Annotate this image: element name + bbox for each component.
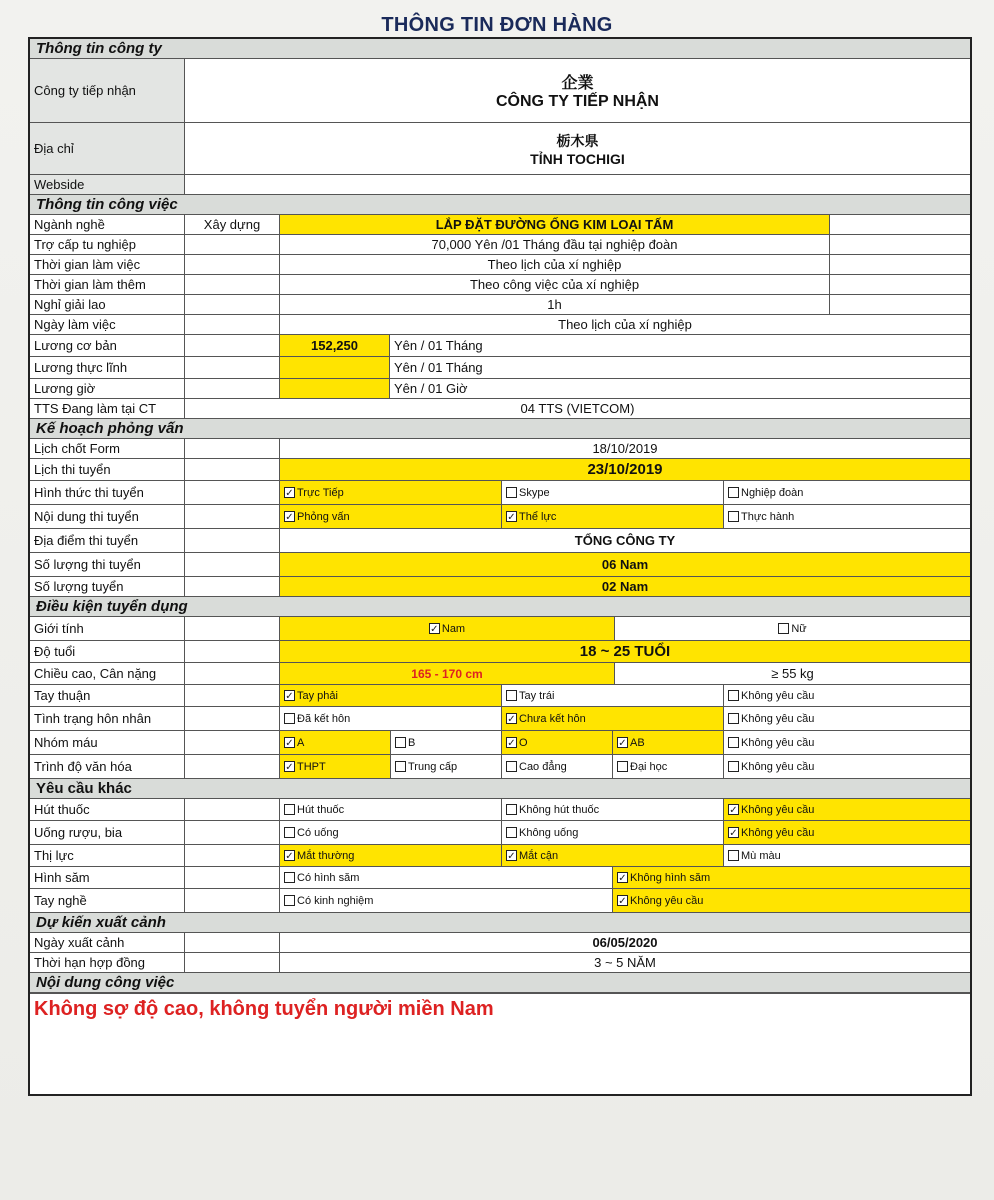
smoke-opt-3-label: Không yêu cầu xyxy=(741,803,815,816)
checkbox-checked-icon[interactable]: ✓ xyxy=(285,851,294,862)
tattoo-opt-2[interactable] xyxy=(613,867,970,888)
hire-count-empty xyxy=(185,577,280,596)
checkbox-icon[interactable] xyxy=(506,804,517,815)
vision-opt-2-label: Mắt cận xyxy=(519,849,559,862)
age-empty xyxy=(185,641,280,662)
checkbox-checked-icon[interactable]: ✓ xyxy=(729,805,738,816)
hand-opt-1-label: Tay phải xyxy=(297,689,338,702)
skill-empty xyxy=(185,889,280,912)
section-content: Nội dung công việc xyxy=(30,973,970,993)
break-label: Nghỉ giải lao xyxy=(30,295,185,314)
receiver-vn: CÔNG TY TIẾP NHẬN xyxy=(496,93,659,110)
exam-content-opt-2[interactable] xyxy=(502,505,724,528)
row-tattoo xyxy=(30,867,970,889)
blood-opt-1-label: A xyxy=(297,736,305,749)
exam-content-opt-3[interactable] xyxy=(724,505,970,528)
exam-type-opt-1-label: Trực Tiếp xyxy=(297,486,344,499)
base-salary-value: 152,250 xyxy=(280,335,390,356)
checkbox-checked-icon[interactable]: ✓ xyxy=(430,624,439,635)
blood-opt-4[interactable] xyxy=(613,731,724,754)
gender-male[interactable] xyxy=(280,617,615,640)
row-departure-date xyxy=(30,933,970,953)
marital-opt-1[interactable] xyxy=(280,707,502,730)
checkbox-icon[interactable] xyxy=(395,737,406,748)
industry-label: Ngành nghề xyxy=(30,215,185,234)
checkbox-icon[interactable] xyxy=(284,827,295,838)
edu-opt-3-label: Cao đẳng xyxy=(519,760,567,773)
exam-type-opt-2-label: Skype xyxy=(519,486,550,499)
content-note: Không sợ độ cao, không tuyển người miền Nam xyxy=(34,998,494,1020)
hourly-value xyxy=(280,379,390,398)
departure-date-label: Ngày xuất cảnh xyxy=(30,933,185,952)
overtime-value: Theo công việc của xí nghiệp xyxy=(280,275,830,294)
tts-label: TTS Đang làm tại CT xyxy=(30,399,185,418)
row-drink xyxy=(30,821,970,845)
row-workdays xyxy=(30,315,970,335)
exam-content-label: Nội dung thi tuyển xyxy=(30,505,185,528)
vision-opt-3[interactable] xyxy=(724,845,970,866)
smoke-opt-1-label: Hút thuốc xyxy=(297,803,345,816)
blood-opt-4-label: AB xyxy=(630,736,645,749)
drink-opt-1[interactable] xyxy=(280,821,502,844)
checkbox-checked-icon[interactable]: ✓ xyxy=(507,512,516,523)
row-website xyxy=(30,175,970,195)
break-value: 1h xyxy=(280,295,830,314)
drink-empty xyxy=(185,821,280,844)
tattoo-label: Hình săm xyxy=(30,867,185,888)
smoke-empty xyxy=(185,799,280,820)
skill-opt-2-label: Không yêu cầu xyxy=(630,894,704,907)
tattoo-opt-2-label: Không hình săm xyxy=(630,871,711,884)
row-vision xyxy=(30,845,970,867)
drink-opt-1-label: Có uống xyxy=(297,826,339,839)
work-time-empty xyxy=(185,255,280,274)
row-base-salary xyxy=(30,335,970,357)
exam-count-value: 06 Nam xyxy=(280,553,970,576)
blood-opt-3-label: O xyxy=(519,736,528,749)
row-age xyxy=(30,641,970,663)
allowance-label: Trợ cấp tu nghiệp xyxy=(30,235,185,254)
blood-label: Nhóm máu xyxy=(30,731,185,754)
tattoo-opt-1-label: Có hình săm xyxy=(297,871,360,884)
marital-opt-1-label: Đã kết hôn xyxy=(297,712,351,725)
skill-label: Tay nghề xyxy=(30,889,185,912)
break-empty xyxy=(185,295,280,314)
content-box xyxy=(30,993,970,1094)
checkbox-icon[interactable] xyxy=(728,511,739,522)
section-company: Thông tin công ty xyxy=(30,39,970,59)
industry-value: Xây dựng xyxy=(185,215,280,234)
overtime-extra xyxy=(830,275,970,294)
exam-type-opt-1[interactable] xyxy=(280,481,502,504)
form-deadline-label: Lịch chốt Form xyxy=(30,439,185,458)
checkbox-checked-icon[interactable]: ✓ xyxy=(618,738,627,749)
break-extra xyxy=(830,295,970,314)
checkbox-icon[interactable] xyxy=(395,761,406,772)
edu-empty xyxy=(185,755,280,778)
receiver-jp: 企業 xyxy=(561,75,594,92)
website-value xyxy=(185,175,970,194)
row-break xyxy=(30,295,970,315)
checkbox-checked-icon[interactable]: ✓ xyxy=(507,714,516,725)
checkbox-checked-icon[interactable]: ✓ xyxy=(285,512,294,523)
net-salary-label: Lương thực lĩnh xyxy=(30,357,185,378)
exam-content-opt-2-label: Thể lực xyxy=(519,510,557,523)
exam-count-label: Số lượng thi tuyển xyxy=(30,553,185,576)
net-salary-empty xyxy=(185,357,280,378)
checkbox-icon[interactable] xyxy=(728,850,739,861)
edu-opt-5-label: Không yêu cầu xyxy=(741,760,815,773)
checkbox-checked-icon[interactable]: ✓ xyxy=(618,873,627,884)
workdays-value: Theo lịch của xí nghiệp xyxy=(558,317,692,332)
address-jp: 栃木県 xyxy=(556,132,599,149)
hourly-unit: Yên / 01 Giờ xyxy=(394,381,468,396)
vision-opt-3-label: Mù màu xyxy=(741,849,781,862)
exam-type-opt-3-label: Nghiệp đoàn xyxy=(741,486,804,499)
row-contract xyxy=(30,953,970,973)
row-exam-content xyxy=(30,505,970,529)
row-receiver xyxy=(30,59,970,123)
hand-opt-3[interactable] xyxy=(724,685,970,706)
hourly-label: Lương giờ xyxy=(30,379,185,398)
workdays-label: Ngày làm việc xyxy=(30,315,185,334)
row-form-deadline xyxy=(30,439,970,459)
workdays-empty xyxy=(185,315,280,334)
allowance-empty xyxy=(185,235,280,254)
checkbox-icon[interactable] xyxy=(506,827,517,838)
contract-label: Thời hạn hợp đồng xyxy=(30,953,185,972)
exam-date-value: 23/10/2019 xyxy=(280,459,970,480)
address-label: Địa chỉ xyxy=(30,123,185,174)
row-allowance xyxy=(30,235,970,255)
hand-empty xyxy=(185,685,280,706)
blood-opt-5-label: Không yêu cầu xyxy=(741,736,815,749)
skill-opt-1-label: Có kinh nghiệm xyxy=(297,894,374,907)
smoke-label: Hút thuốc xyxy=(30,799,185,820)
checkbox-icon[interactable] xyxy=(728,487,739,498)
checkbox-checked-icon[interactable]: ✓ xyxy=(507,738,516,749)
smoke-opt-2[interactable] xyxy=(502,799,724,820)
edu-opt-3[interactable] xyxy=(502,755,613,778)
row-exam-count xyxy=(30,553,970,577)
height-value: 165 - 170 cm xyxy=(280,663,615,684)
drink-opt-3[interactable] xyxy=(724,821,970,844)
row-net-salary xyxy=(30,357,970,379)
blood-opt-1[interactable] xyxy=(280,731,391,754)
checkbox-icon[interactable] xyxy=(284,872,295,883)
row-overtime xyxy=(30,275,970,295)
blood-opt-3[interactable] xyxy=(502,731,613,754)
location-label: Địa điểm thi tuyển xyxy=(30,529,185,552)
allowance-extra xyxy=(830,235,970,254)
exam-content-opt-3-label: Thực hành xyxy=(741,510,795,523)
exam-date-empty xyxy=(185,459,280,480)
drink-opt-3-label: Không yêu cầu xyxy=(741,826,815,839)
checkbox-checked-icon[interactable]: ✓ xyxy=(285,691,294,702)
vision-empty xyxy=(185,845,280,866)
checkbox-icon[interactable] xyxy=(728,737,739,748)
skill-opt-2[interactable] xyxy=(613,889,970,912)
checkbox-checked-icon[interactable]: ✓ xyxy=(285,762,294,773)
row-work-time xyxy=(30,255,970,275)
checkbox-checked-icon[interactable]: ✓ xyxy=(507,851,516,862)
marital-opt-3[interactable] xyxy=(724,707,970,730)
gender-empty xyxy=(185,617,280,640)
edu-opt-5[interactable] xyxy=(724,755,970,778)
drink-opt-2[interactable] xyxy=(502,821,724,844)
base-salary-unit: Yên / 01 Tháng xyxy=(394,338,483,353)
tts-value: 04 TTS (VIETCOM) xyxy=(520,401,635,416)
checkbox-icon[interactable] xyxy=(284,804,295,815)
exam-content-opt-1-label: Phỏng vấn xyxy=(297,510,350,523)
address-vn: TỈNH TOCHIGI xyxy=(530,150,625,167)
marital-opt-2-label: Chưa kết hôn xyxy=(519,712,586,725)
row-location xyxy=(30,529,970,553)
overtime-empty xyxy=(185,275,280,294)
weight-value: ≥ 55 kg xyxy=(771,666,814,681)
edu-opt-4-label: Đại học xyxy=(630,760,668,773)
hand-opt-3-label: Không yêu cầu xyxy=(741,689,815,702)
contract-value: 3 ~ 5 NĂM xyxy=(594,955,656,970)
section-conditions: Điều kiện tuyển dụng xyxy=(30,597,970,617)
row-gender xyxy=(30,617,970,641)
edu-opt-1[interactable] xyxy=(280,755,391,778)
row-exam-type xyxy=(30,481,970,505)
checkbox-icon[interactable] xyxy=(728,713,739,724)
row-hire-count xyxy=(30,577,970,597)
checkbox-icon[interactable] xyxy=(506,761,517,772)
vision-opt-1-label: Mắt thường xyxy=(297,849,355,862)
location-value: TỔNG CÔNG TY xyxy=(574,533,676,548)
website-label: Webside xyxy=(30,175,185,194)
marital-empty xyxy=(185,707,280,730)
base-salary-label: Lương cơ bản xyxy=(30,335,185,356)
blood-empty xyxy=(185,731,280,754)
row-industry xyxy=(30,215,970,235)
checkbox-checked-icon[interactable]: ✓ xyxy=(285,488,294,499)
height-label: Chiều cao, Cân nặng xyxy=(30,663,185,684)
receiver-value xyxy=(185,59,970,122)
vision-opt-1[interactable] xyxy=(280,845,502,866)
blood-opt-5[interactable] xyxy=(724,731,970,754)
base-salary-empty xyxy=(185,335,280,356)
checkbox-icon[interactable] xyxy=(728,761,739,772)
job-name: LẮP ĐẶT ĐƯỜNG ỐNG KIM LOẠI TẤM xyxy=(280,215,830,234)
tattoo-opt-1[interactable] xyxy=(280,867,613,888)
gender-female[interactable] xyxy=(615,617,970,640)
departure-date-empty xyxy=(185,933,280,952)
order-form xyxy=(28,37,972,1096)
section-other: Yêu cầu khác xyxy=(30,779,970,799)
work-time-label: Thời gian làm việc xyxy=(30,255,185,274)
allowance-value: 70,000 Yên /01 Tháng đầu tại nghiệp đoàn xyxy=(280,235,830,254)
checkbox-icon[interactable] xyxy=(506,690,517,701)
gender-male-label: Nam xyxy=(441,622,466,635)
edu-opt-4[interactable] xyxy=(613,755,724,778)
section-departure: Dự kiến xuất cảnh xyxy=(30,913,970,933)
exam-content-empty xyxy=(185,505,280,528)
location-empty xyxy=(185,529,280,552)
edu-opt-2-label: Trung cấp xyxy=(408,760,458,773)
departure-date-value: 06/05/2020 xyxy=(592,935,658,950)
skill-opt-1[interactable] xyxy=(280,889,613,912)
gender-label: Giới tính xyxy=(30,617,185,640)
address-value xyxy=(185,123,970,174)
hand-label: Tay thuận xyxy=(30,685,185,706)
marital-label: Tình trạng hôn nhân xyxy=(30,707,185,730)
gender-female-label: Nữ xyxy=(791,622,807,635)
checkbox-icon[interactable] xyxy=(284,713,295,724)
age-label: Độ tuổi xyxy=(30,641,185,662)
checkbox-checked-icon[interactable]: ✓ xyxy=(285,738,294,749)
edu-opt-1-label: THPT xyxy=(297,760,326,773)
work-time-value: Theo lịch của xí nghiệp xyxy=(280,255,830,274)
job-name-extra xyxy=(830,215,970,234)
smoke-opt-2-label: Không hút thuốc xyxy=(519,803,600,816)
row-hourly xyxy=(30,379,970,399)
contract-empty xyxy=(185,953,280,972)
smoke-opt-1[interactable] xyxy=(280,799,502,820)
form-deadline-empty xyxy=(185,439,280,458)
edu-label: Trình độ văn hóa xyxy=(30,755,185,778)
edu-opt-2[interactable] xyxy=(391,755,502,778)
age-value: 18 ~ 25 TUỔI xyxy=(280,641,970,662)
exam-type-opt-2[interactable] xyxy=(502,481,724,504)
height-empty xyxy=(185,663,280,684)
blood-opt-2-label: B xyxy=(408,736,416,749)
drink-label: Uống rượu, bia xyxy=(30,821,185,844)
page-title: THÔNG TIN ĐƠN HÀNG xyxy=(381,14,613,36)
exam-count-empty xyxy=(185,553,280,576)
marital-opt-3-label: Không yêu cầu xyxy=(741,712,815,725)
form-deadline-value: 18/10/2019 xyxy=(592,441,658,456)
row-skill xyxy=(30,889,970,913)
drink-opt-2-label: Không uống xyxy=(519,826,579,839)
row-edu xyxy=(30,755,970,779)
checkbox-icon[interactable] xyxy=(284,895,295,906)
hire-count-label: Số lượng tuyển xyxy=(30,577,185,596)
checkbox-icon[interactable] xyxy=(506,487,517,498)
checkbox-checked-icon[interactable]: ✓ xyxy=(618,896,627,907)
smoke-opt-3[interactable] xyxy=(724,799,970,820)
row-blood xyxy=(30,731,970,755)
row-tts xyxy=(30,399,970,419)
overtime-label: Thời gian làm thêm xyxy=(30,275,185,294)
marital-opt-2[interactable] xyxy=(502,707,724,730)
checkbox-checked-icon[interactable]: ✓ xyxy=(729,828,738,839)
vision-label: Thị lực xyxy=(30,845,185,866)
net-salary-unit: Yên / 01 Tháng xyxy=(394,360,483,375)
work-time-extra xyxy=(830,255,970,274)
checkbox-icon[interactable] xyxy=(778,623,789,634)
exam-type-opt-3[interactable] xyxy=(724,481,970,504)
net-salary-value xyxy=(280,357,390,378)
exam-type-label: Hình thức thi tuyển xyxy=(30,481,185,504)
exam-date-label: Lịch thi tuyển xyxy=(30,459,185,480)
section-interview: Kế hoạch phỏng vấn xyxy=(30,419,970,439)
hand-opt-1[interactable] xyxy=(280,685,502,706)
blood-opt-2[interactable] xyxy=(391,731,502,754)
row-height xyxy=(30,663,970,685)
vision-opt-2[interactable] xyxy=(502,845,724,866)
exam-content-opt-1[interactable] xyxy=(280,505,502,528)
hourly-empty xyxy=(185,379,280,398)
hire-count-value: 02 Nam xyxy=(280,577,970,596)
checkbox-icon[interactable] xyxy=(617,761,628,772)
row-address xyxy=(30,123,970,175)
row-smoke xyxy=(30,799,970,821)
row-hand xyxy=(30,685,970,707)
exam-type-empty xyxy=(185,481,280,504)
tattoo-empty xyxy=(185,867,280,888)
row-marital xyxy=(30,707,970,731)
hand-opt-2-label: Tay trái xyxy=(519,689,555,702)
hand-opt-2[interactable] xyxy=(502,685,724,706)
section-job: Thông tin công việc xyxy=(30,195,970,215)
receiver-label: Công ty tiếp nhận xyxy=(30,59,185,122)
checkbox-icon[interactable] xyxy=(728,690,739,701)
row-exam-date xyxy=(30,459,970,481)
